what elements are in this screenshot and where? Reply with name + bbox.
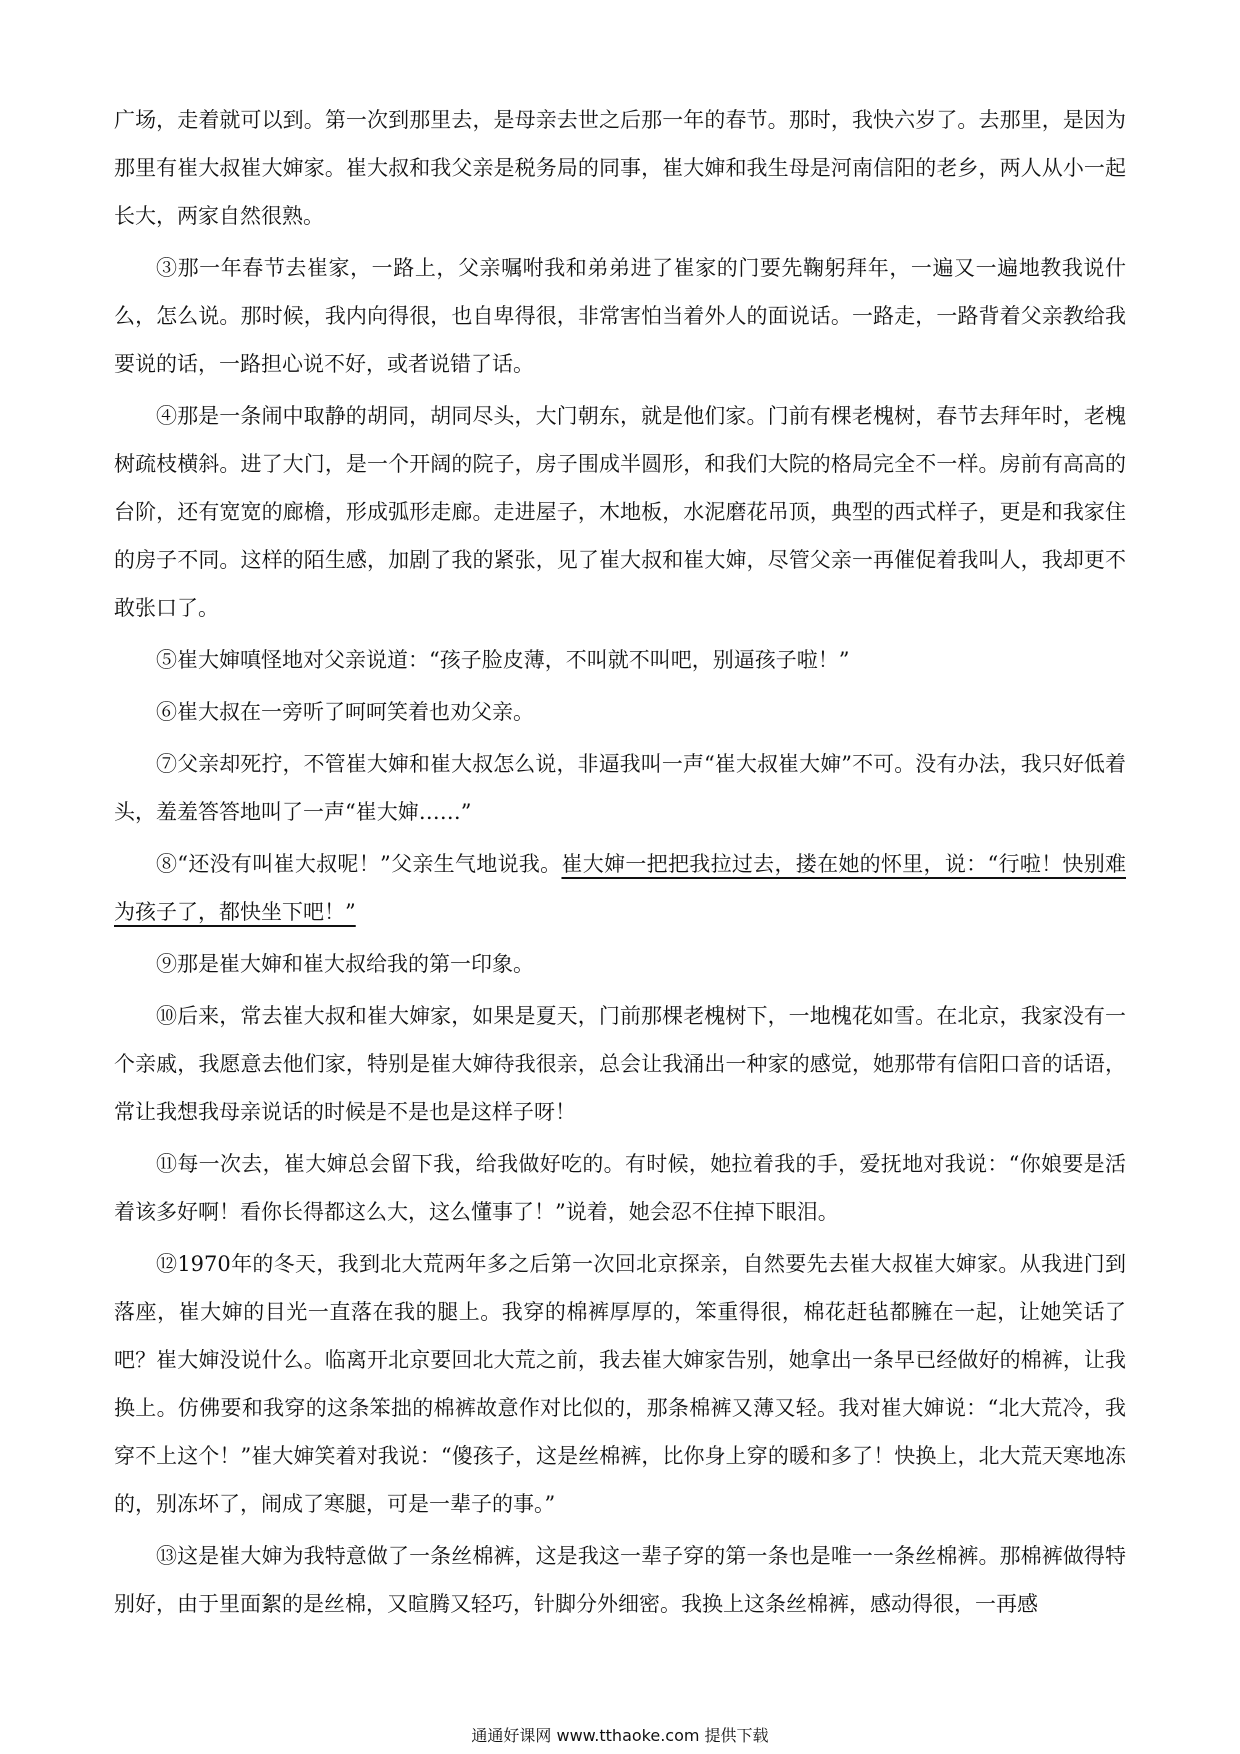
paragraph-7: ⑦父亲却死拧，不管崔大婶和崔大叔怎么说，非逼我叫一声“崔大叔崔大婶”不可。没有办法，我只好低着头，羞羞答答地叫了一声“崔大婶……” — [114, 752, 1126, 824]
paragraph-continued: 广场，走着就可以到。第一次到那里去，是母亲去世之后那一年的春节。那时，我快六岁了。去那里，是因为那里有崔大叔崔大婶家。崔大叔和我父亲是税务局的同事，崔大婶和我生母是河南信阳的老乡，两人从小一起长大，两家自然很熟。 — [114, 108, 1126, 228]
paragraph-9: ⑨那是崔大婶和崔大叔给我的第一印象。 — [156, 952, 534, 976]
paragraph-13: ⑬这是崔大婶为我特意做了一条丝棉裤，这是我这一辈子穿的第一条也是唯一一条丝棉裤。那棉裤做得特别好，由于里面絮的是丝棉，又暄腾又轻巧，针脚分外细密。我换上这条丝棉裤，感动得很，一再感 — [114, 1544, 1126, 1616]
paragraph-8-plain: ⑧“还没有叫崔大叔呢！”父亲生气地说我。 — [156, 852, 562, 876]
page-footer: 通通好课网 www.tthaoke.com 提供下载 — [471, 1726, 769, 1745]
paragraph-6: ⑥崔大叔在一旁听了呵呵笑着也劝父亲。 — [156, 700, 534, 724]
paragraph-10: ⑩后来，常去崔大叔和崔大婶家，如果是夏天，门前那棵老槐树下，一地槐花如雪。在北京，我家没有一个亲戚，我愿意去他们家，特别是崔大婶待我很亲，总会让我涌出一种家的感觉，她那带有信阳口音的话语，常让我想我母亲说话的时候是不是也是这样子呀！ — [114, 1004, 1126, 1124]
paragraph-3: ③那一年春节去崔家，一路上，父亲嘱咐我和弟弟进了崔家的门要先鞠躬拜年，一遍又一遍地教我说什么，怎么说。那时候，我内向得很，也自卑得很，非常害怕当着外人的面说话。一路走，一路背着父亲教给我要说的话，一路担心说不好，或者说错了话。 — [114, 256, 1126, 376]
paragraph-4: ④那是一条闹中取静的胡同，胡同尽头，大门朝东，就是他们家。门前有棵老槐树，春节去拜年时，老槐树疏枝横斜。进了大门，是一个开阔的院子，房子围成半圆形，和我们大院的格局完全不一样。房前有高高的台阶，还有宽宽的廊檐，形成弧形走廊。走进屋子，木地板，水泥磨花吊顶，典型的西式样子，更是和我家住的房子不同。这样的陌生感，加剧了我的紧张，见了崔大叔和崔大婶，尽管父亲一再催促着我叫人，我却更不敢张口了。 — [114, 404, 1126, 620]
document-body — [114, 96, 1126, 1632]
paragraph-12: ⑫1970年的冬天，我到北大荒两年多之后第一次回北京探亲，自然要先去崔大叔崔大婶家。从我进门到落座，崔大婶的目光一直落在我的腿上。我穿的棉裤厚厚的，笨重得很，棉花赶毡都臃在一起，让她笑话了吧？崔大婶没说什么。临离开北京要回北大荒之前，我去崔大婶家告别，她拿出一条早已经做好的棉裤，让我换上。仿佛要和我穿的这条笨拙的棉裤故意作对比似的，那条棉裤又薄又轻。我对崔大婶说：“北大荒冷，我穿不上这个！”崔大婶笑着对我说：“傻孩子，这是丝棉裤，比你身上穿的暖和多了！快换上，北大荒天寒地冻的，别冻坏了，闹成了寒腿，可是一辈子的事。” — [114, 1252, 1126, 1516]
paragraph-5: ⑤崔大婶嗔怪地对父亲说道：“孩子脸皮薄，不叫就不叫吧，别逼孩子啦！” — [156, 648, 850, 672]
paragraph-8 — [114, 840, 1126, 936]
paragraph-11: ⑪每一次去，崔大婶总会留下我，给我做好吃的。有时候，她拉着我的手，爱抚地对我说：“你娘要是活着该多好啊！看你长得都这么大，这么懂事了！”说着，她会忍不住掉下眼泪。 — [114, 1152, 1126, 1224]
paragraph-8-underlined: 崔大婶一把把我拉过去，搂在她的怀里，说：“行啦！快别难为孩子了，都快坐下吧！” — [114, 852, 1126, 924]
